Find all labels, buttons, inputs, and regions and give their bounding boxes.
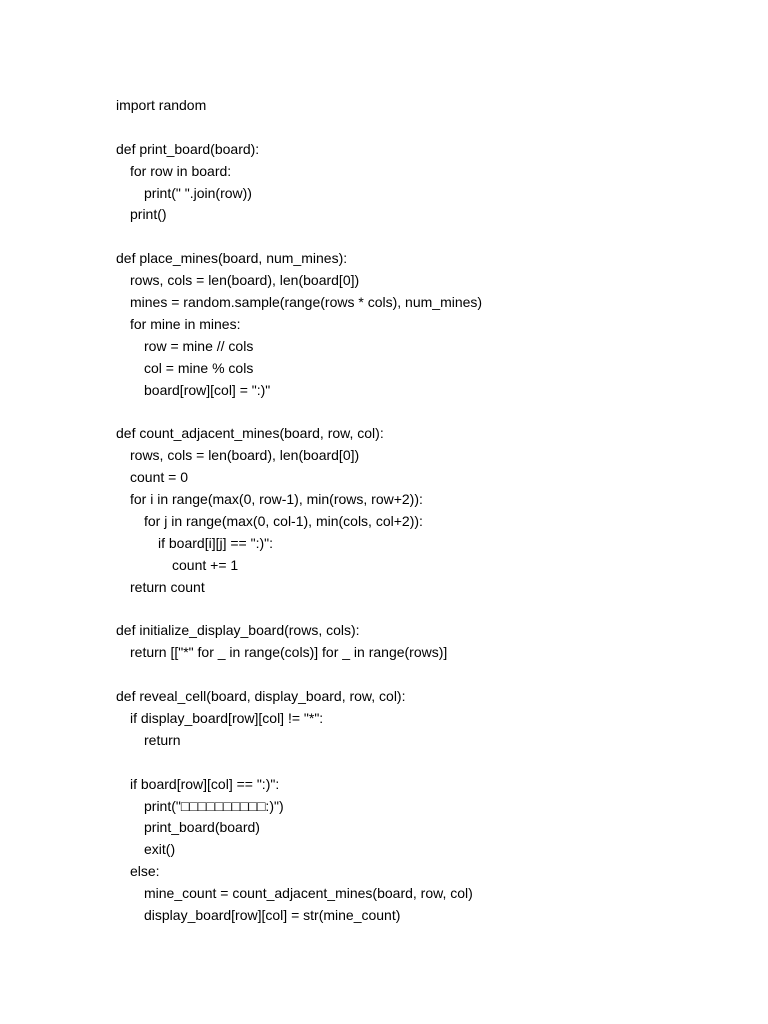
blank-line <box>116 664 482 686</box>
code-line: print() <box>130 206 167 223</box>
code-line: print("□□□□□□□□□□:)") <box>144 797 284 814</box>
code-line: row = mine // cols <box>144 337 254 354</box>
blank-line <box>116 117 482 139</box>
blank-line <box>116 598 482 620</box>
code-line: count += 1 <box>172 556 239 573</box>
code-line: print_board(board) <box>144 819 260 836</box>
code-line: rows, cols = len(board), len(board[0]) <box>130 272 360 289</box>
code-line: for row in board: <box>130 162 232 179</box>
code-line: col = mine % cols <box>144 359 254 376</box>
code-line: for i in range(max(0, row-1), min(rows, row+2)): <box>130 491 423 508</box>
code-block <box>116 95 482 927</box>
code-line: def reveal_cell(board, display_board, row, col): <box>116 688 406 705</box>
code-line: import random <box>116 97 207 113</box>
code-line: for j in range(max(0, col-1), min(cols, col+2)): <box>144 512 423 529</box>
code-line: def place_mines(board, num_mines): <box>116 250 348 267</box>
code-line: def initialize_display_board(rows, cols): <box>116 622 360 639</box>
code-line: if display_board[row][col] != "*": <box>130 709 324 726</box>
code-line: return [["*" for _ in range(cols)] for _ in range(rows)] <box>130 644 448 661</box>
code-line: board[row][col] = ":)" <box>144 381 271 398</box>
code-line: else: <box>130 863 160 880</box>
code-line: if board[row][col] == ":)": <box>130 775 280 792</box>
code-line: display_board[row][col] = str(mine_count) <box>144 906 401 923</box>
code-line: exit() <box>144 841 176 858</box>
code-line: def print_board(board): <box>116 140 260 157</box>
code-line: mine_count = count_adjacent_mines(board, row, col) <box>144 885 473 902</box>
code-line: return <box>144 731 181 748</box>
code-line: rows, cols = len(board), len(board[0]) <box>130 447 360 464</box>
blank-line <box>116 401 482 423</box>
code-line: return count <box>130 578 205 595</box>
code-line: print(" ".join(row)) <box>144 184 252 201</box>
code-line: if board[i][j] == ":)": <box>158 534 273 551</box>
code-line: count = 0 <box>130 469 188 486</box>
blank-line <box>116 752 482 774</box>
code-line: for mine in mines: <box>130 315 241 332</box>
code-line: def count_adjacent_mines(board, row, col): <box>116 425 384 442</box>
blank-line <box>116 226 482 248</box>
code-line: mines = random.sample(range(rows * cols), num_mines) <box>130 294 483 311</box>
